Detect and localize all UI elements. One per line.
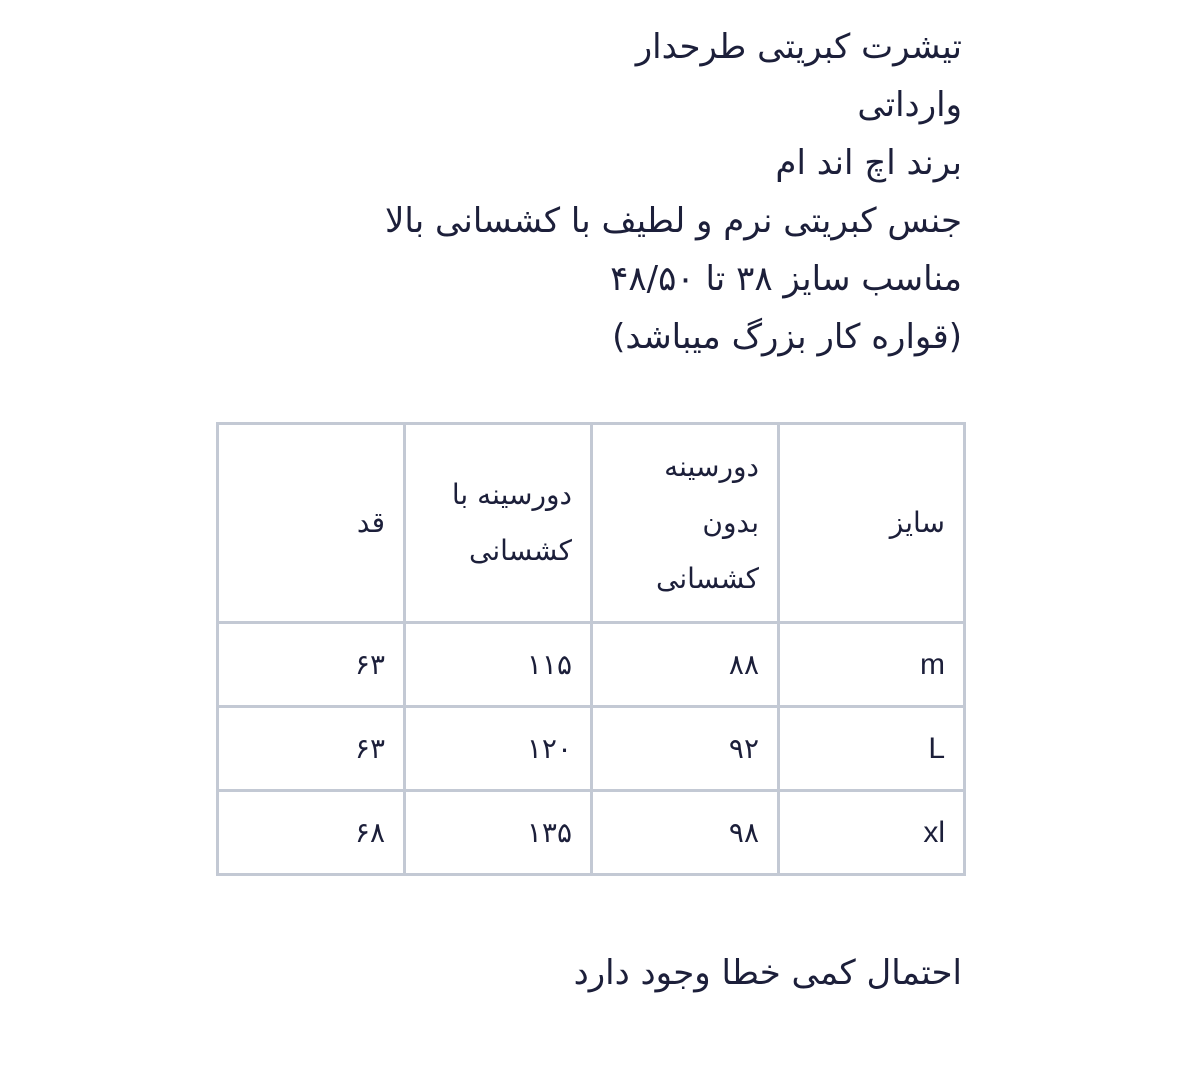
material-line: جنس کبریتی نرم و لطیف با کشسانی بالا — [385, 201, 962, 241]
size-range-line: مناسب سایز ۳۸ تا ۴۸/۵۰ — [610, 259, 962, 299]
table-header-row — [218, 424, 965, 623]
chest-no-stretch-cell: ۹۸ — [592, 791, 779, 875]
error-disclaimer: احتمال کمی خطا وجود دارد — [573, 953, 962, 993]
length-cell: ۶۸ — [218, 791, 405, 875]
brand-line: برند اچ اند ام — [775, 143, 962, 183]
chest-with-stretch-cell: ۱۲۰ — [405, 707, 592, 791]
product-title: تیشرت کبریتی طرحدار — [635, 27, 962, 67]
size-cell: L — [779, 707, 965, 791]
product-description — [216, 18, 962, 366]
size-cell: m — [779, 623, 965, 707]
table-row — [218, 791, 965, 875]
chest-no-stretch-cell: ۹۲ — [592, 707, 779, 791]
header-size: سایز — [779, 424, 965, 623]
header-chest-with-stretch: دورسینه با کشسانی — [405, 424, 592, 623]
table-row — [218, 623, 965, 707]
chest-with-stretch-cell: ۱۱۵ — [405, 623, 592, 707]
header-length: قد — [218, 424, 405, 623]
size-cell: xl — [779, 791, 965, 875]
length-cell: ۶۳ — [218, 707, 405, 791]
size-chart-table — [216, 422, 966, 876]
chest-no-stretch-cell: ۸۸ — [592, 623, 779, 707]
length-cell: ۶۳ — [218, 623, 405, 707]
chest-with-stretch-cell: ۱۳۵ — [405, 791, 592, 875]
fit-note-line: (قواره کار بزرگ میباشد) — [612, 317, 962, 357]
table-row — [218, 707, 965, 791]
origin-line: وارداتی — [857, 85, 962, 125]
header-chest-no-stretch: دورسینه بدون کشسانی — [592, 424, 779, 623]
